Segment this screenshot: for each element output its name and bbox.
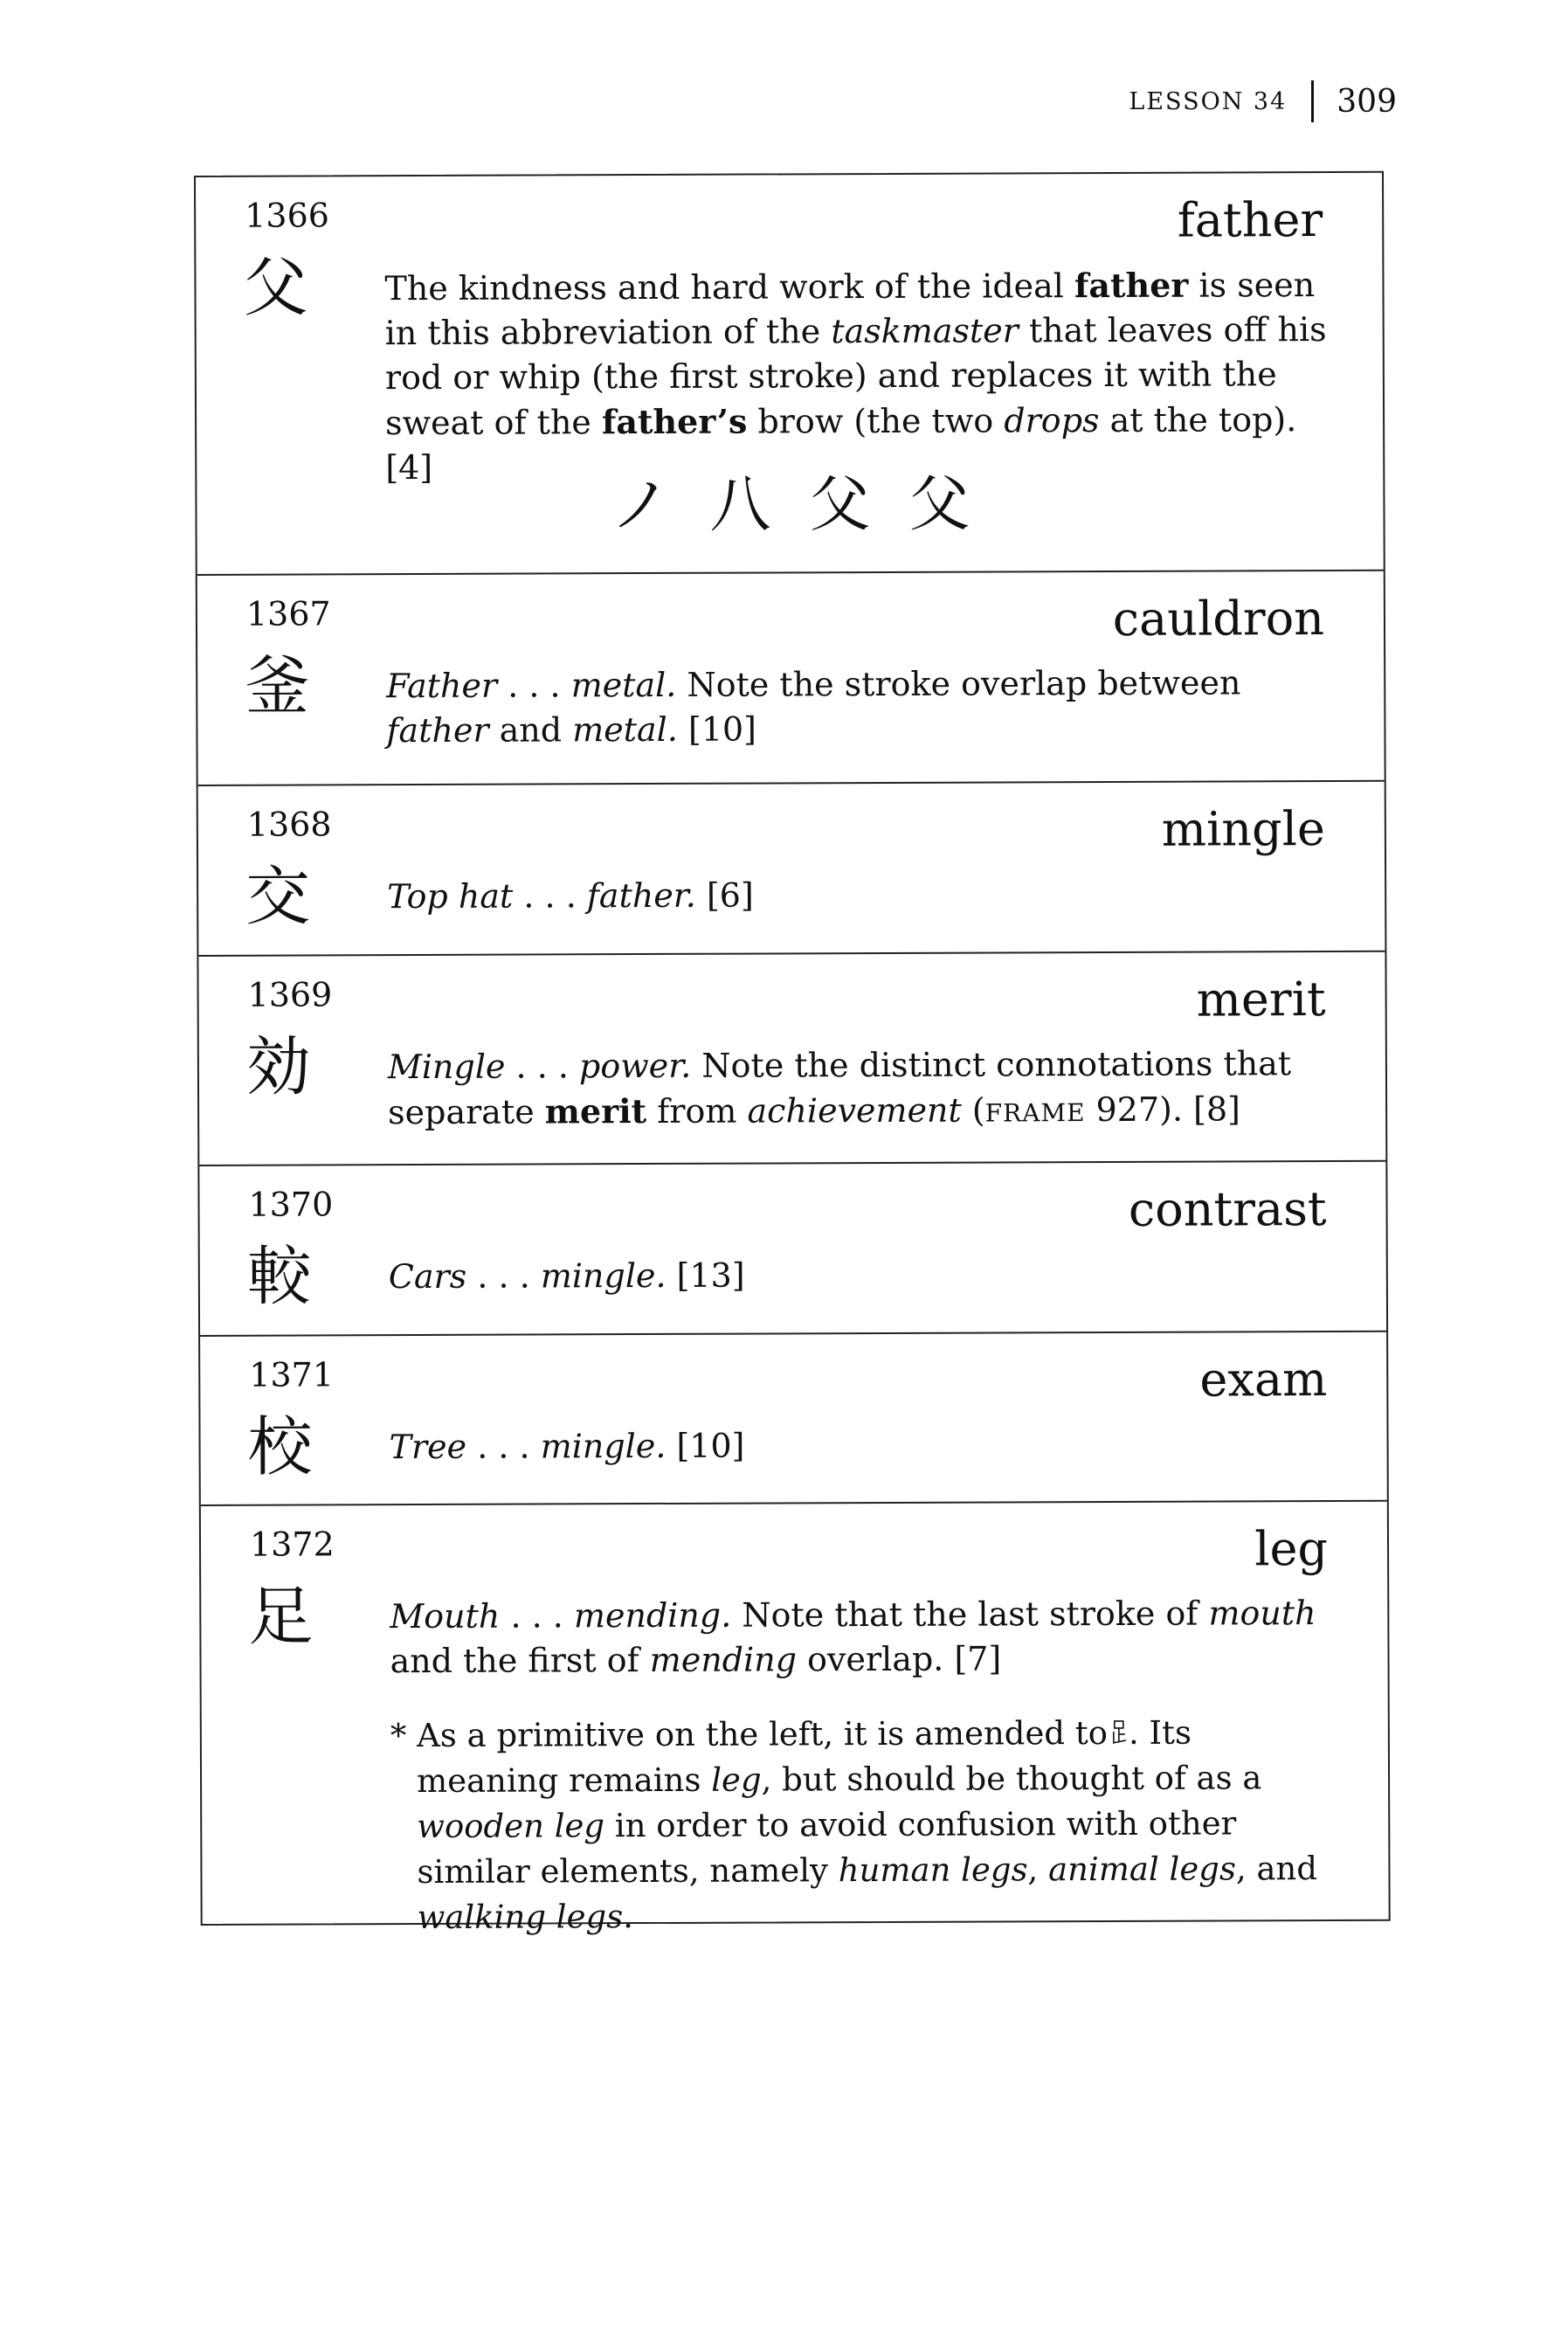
frame-number: 1369 — [247, 975, 333, 1014]
frame-number: 1370 — [248, 1185, 334, 1224]
page-header — [1129, 80, 1397, 122]
frame-1372 — [201, 1500, 1389, 1937]
frame-keyword: contrast — [1128, 1181, 1327, 1237]
stroke-step-2: 八 — [709, 468, 771, 541]
frame-keyword: cauldron — [1112, 591, 1325, 647]
frame-keyword: exam — [1199, 1352, 1328, 1408]
frame-story: Top hat . . . father. [6] — [387, 875, 754, 916]
frame-kanji: 父 — [243, 250, 308, 326]
frame-1369 — [198, 951, 1385, 1165]
frame-story: Mingle . . . power. Note the distinct connotations that separate merit from achievement (FRAME 927). [8] — [387, 1044, 1292, 1132]
frame-kanji: 釜 — [245, 648, 310, 724]
frame-kanji: 足 — [248, 1579, 314, 1655]
frame-number: 1368 — [246, 805, 332, 844]
frame-keyword: mingle — [1161, 801, 1326, 857]
frame-number: 1367 — [245, 594, 331, 633]
stroke-step-3: 父 — [809, 468, 871, 541]
frame-1371 — [200, 1331, 1387, 1504]
frame-kanji: 効 — [245, 1029, 312, 1105]
frame-story: Tree . . . mingle. [10] — [389, 1426, 745, 1467]
frame-kanji: 交 — [245, 859, 311, 935]
stroke-order — [197, 467, 1383, 542]
frame-story: Cars . . . mingle. [13] — [388, 1255, 745, 1297]
frame-story: The kindness and hard work of the ideal father is seen in this abbreviation of the taskmaster that leaves off his rod or whip (the first stroke) and replaces it with the sweat of the father’s brow (the two drops at the top). [4] — [384, 265, 1327, 488]
wooden-leg-primitive-icon — [1111, 1719, 1129, 1746]
stroke-step-4: 父 — [908, 467, 971, 540]
frame-kanji: 校 — [247, 1409, 313, 1485]
frame-keyword: father — [1177, 192, 1323, 248]
frame-keyword: merit — [1196, 972, 1326, 1027]
frame-number: 1366 — [245, 196, 329, 235]
frame-1368 — [198, 780, 1385, 955]
frame-kanji: 較 — [246, 1239, 313, 1315]
frame-1366 — [196, 173, 1384, 574]
page-number: 309 — [1337, 83, 1397, 120]
frames-table — [194, 171, 1391, 1937]
frame-1370 — [199, 1160, 1386, 1335]
primitive-note: * As a primitive on the left, it is amended to . Its meaning remains leg, but should be thought of as a wooden leg in order to avoid confusion with other similar elements, namely human legs, animal legs, and walking legs. — [390, 1713, 1318, 1937]
lesson-label: LESSON 34 — [1129, 87, 1288, 115]
stroke-step-1: ノ — [610, 468, 672, 542]
frame-story: Father . . . metal. Note the stroke overlap between father and metal. [10] — [386, 663, 1241, 750]
frame-1367 — [197, 570, 1385, 785]
header-divider — [1311, 80, 1314, 122]
frame-number: 1372 — [249, 1525, 335, 1564]
frame-story: Mouth . . . mending. Note that the last stroke of mouth and the first of mending overlap. [7] — [390, 1594, 1316, 1681]
frame-number: 1371 — [249, 1355, 335, 1394]
frame-keyword: leg — [1254, 1521, 1329, 1577]
